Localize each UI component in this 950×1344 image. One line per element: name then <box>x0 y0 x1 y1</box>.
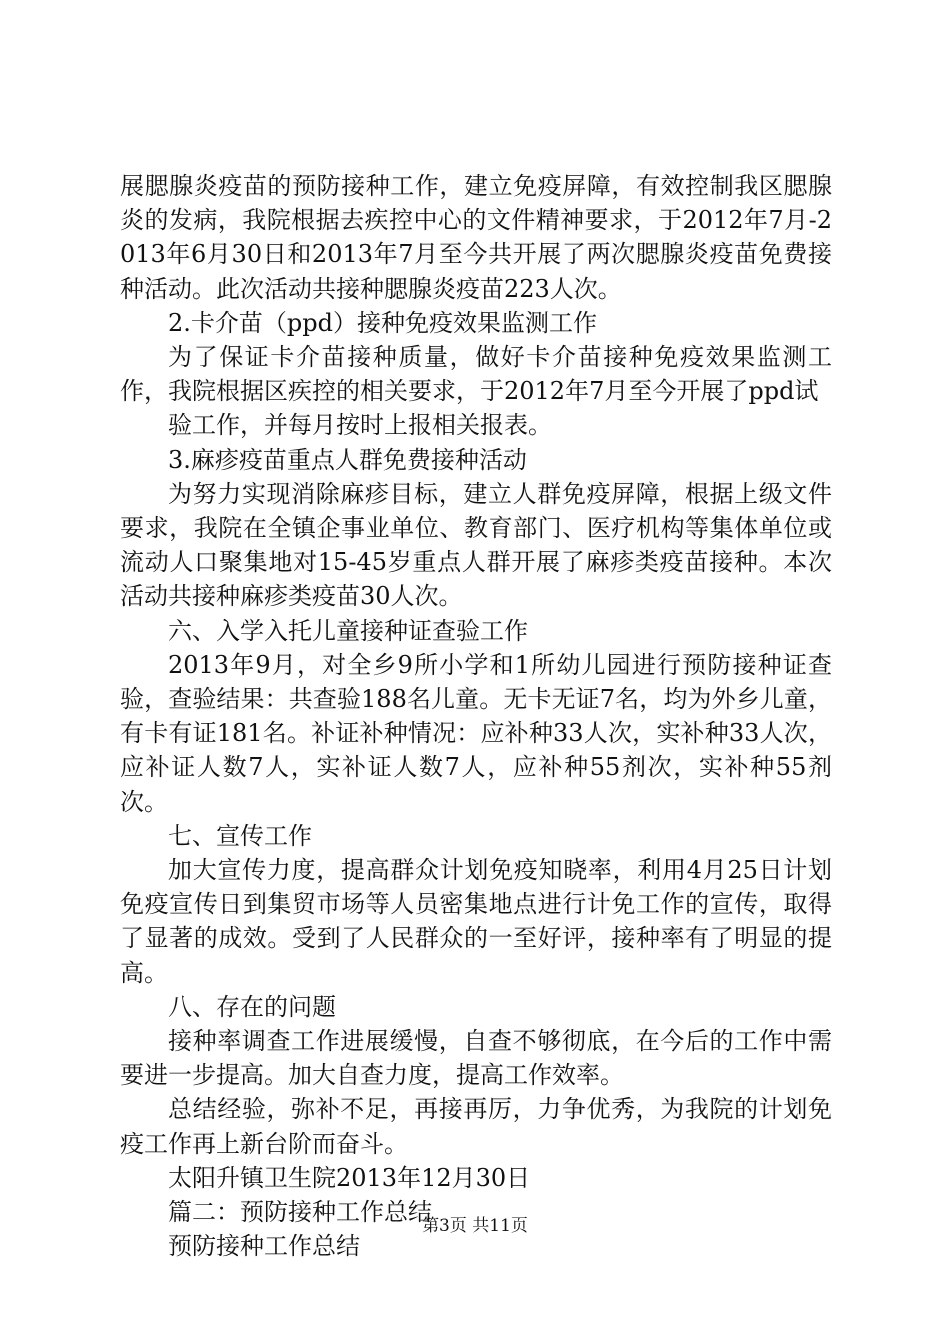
section-title-part-two: 篇二：预防接种工作总结 <box>168 1198 432 1227</box>
paragraph-ppd-reporting: 验工作，并每月按时上报相关报表。 <box>168 411 552 440</box>
paragraph-mumps-vaccination: 展腮腺炎疫苗的预防接种工作，建立免疫屏障，有效控制我区腮腺炎的发病，我院根据去疾控中心的文件精神要求，于2012年7月-2013年6月30日和2013年7月至今共开展了两次腮腺炎疫苗免费接种活动。此次活动共接种腮腺炎疫苗223人次。 <box>120 172 832 303</box>
paragraph-bcg-monitoring: 为了保证卡介苗接种质量，做好卡介苗接种免疫效果监测工作，我院根据区疾控的相关要求，于2012年7月至今开展了ppd试 <box>120 343 832 406</box>
paragraph-measles-campaign: 为努力实现消除麻疹目标，建立人群免疫屏障，根据上级文件要求，我院在全镇企事业单位、教育部门、医疗机构等集体单位或流动人口聚集地对15-45岁重点人群开展了麻疹类疫苗接种。本次活动共接种麻疹类疫苗30人次。 <box>120 479 832 611</box>
heading-publicity: 七、宣传工作 <box>168 821 312 850</box>
paragraph-conclusion: 总结经验，弥补不足，再接再厉，力争优秀，为我院的计划免疫工作再上新台阶而奋斗。 <box>120 1095 832 1158</box>
paragraph-existing-problems: 接种率调查工作进展缓慢，自查不够彻底，在今后的工作中需要进一步提高。加大自查力度，提高工作效率。 <box>120 1027 832 1090</box>
document-body <box>120 169 832 1264</box>
heading-measles-campaign: 3.麻疹疫苗重点人群免费接种活动 <box>168 445 527 474</box>
signature-line: 太阳升镇卫生院2013年12月30日 <box>168 1163 531 1192</box>
paragraph-school-certificate-check: 2013年9月，对全乡9所小学和1所幼儿园进行预防接种证查验，查验结果：共查验188名儿童。无卡无证7名，均为外乡儿童，有卡有证181名。补证补种情况：应补种33人次，实补种33人次，应补证人数7人，实补证人数7人，应补种55剂次，实补种55剂次。 <box>120 650 832 816</box>
paragraph-publicity: 加大宣传力度，提高群众计划免疫知晓率，利用4月25日计划免疫宣传日到集贸市场等人员密集地点进行计免工作的宣传，取得了显著的成效。受到了人民群众的一至好评，接种率有了明显的提高。 <box>120 856 832 987</box>
heading-existing-problems: 八、存在的问题 <box>168 992 336 1021</box>
heading-school-certificate-check: 六、入学入托儿童接种证查验工作 <box>168 616 528 645</box>
page-number-footer: 第3页 共11页 <box>422 1216 528 1236</box>
document-subtitle: 预防接种工作总结 <box>168 1232 360 1261</box>
heading-bcg-monitoring: 2.卡介苗（ppd）接种免疫效果监测工作 <box>168 308 597 337</box>
